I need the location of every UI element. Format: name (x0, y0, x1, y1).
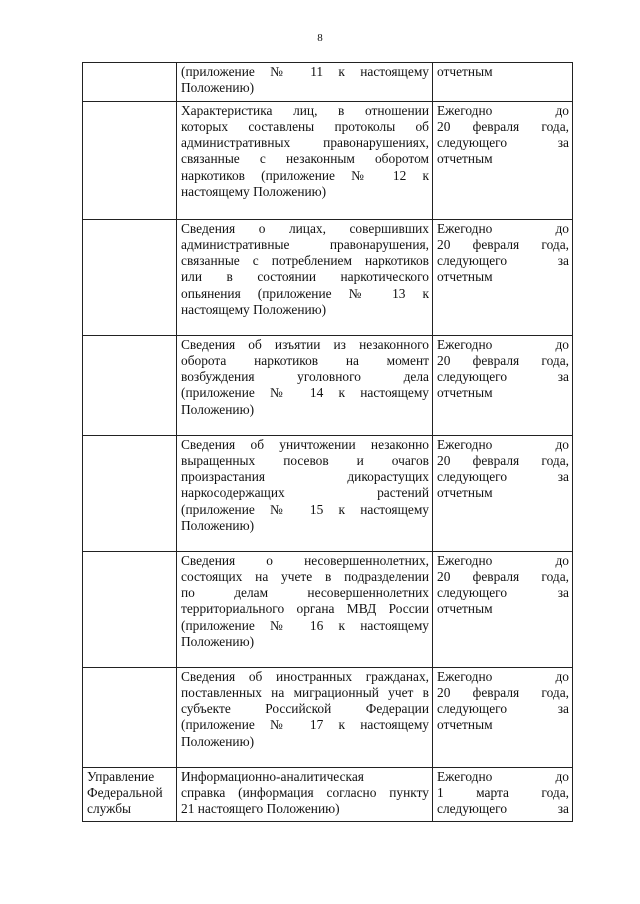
period-line: следующего за (437, 801, 569, 817)
period-line: следующего за (437, 253, 569, 269)
document-cell (177, 101, 433, 219)
document-cell (177, 767, 433, 822)
period-line: отчетным (437, 385, 493, 401)
period-line: следующего за (437, 135, 569, 151)
period-cell (433, 667, 573, 767)
table-row (83, 101, 573, 219)
document-line: справка (информация согласно пункту (181, 784, 429, 800)
document-line: Сведения о лицах, совершивших (181, 220, 429, 236)
document-line: Сведения о несовершеннолетних, (181, 552, 429, 568)
document-line: возбуждения уголовного дела (181, 369, 429, 385)
document-line: произрастания дикорастущих (181, 469, 429, 485)
document-line: (приложение № 16 к настоящему (181, 617, 429, 633)
period-line: следующего за (437, 369, 569, 385)
period-line: отчетным (437, 64, 493, 79)
table-row (83, 767, 573, 822)
table-body (83, 63, 573, 822)
document-cell (177, 335, 433, 435)
document-line: наркотиков (приложение № 12 к (181, 167, 429, 183)
reporting-table (82, 62, 573, 822)
document-line: Положению) (181, 401, 255, 417)
document-line: оборота наркотиков на момент (181, 352, 429, 368)
document-line: территориального органа МВД России (181, 601, 429, 617)
period-line: Ежегодно до (437, 668, 569, 684)
period-cell (433, 219, 573, 335)
document-line: Положению) (181, 80, 255, 96)
document-line: административные правонарушения, (181, 236, 429, 252)
document-line: выращенных посевов и очагов (181, 452, 429, 468)
document-line: Сведения об изъятии из незаконного (181, 336, 429, 352)
period-cell (433, 767, 573, 822)
page-number: 8 (317, 32, 323, 44)
period-line: Ежегодно до (437, 220, 569, 236)
period-cell (433, 435, 573, 551)
period-line: следующего за (437, 701, 569, 717)
period-line: отчетным (437, 269, 493, 285)
period-line: следующего за (437, 585, 569, 601)
document-line: состоящих на учете в подразделении (181, 568, 429, 584)
table-row (83, 435, 573, 551)
document-cell (177, 435, 433, 551)
period-line: отчетным (437, 601, 493, 617)
document-line: Положению) (181, 518, 255, 534)
document-line: которых составлены протоколы об (181, 118, 429, 134)
period-line: 20 февраля года, (437, 236, 569, 252)
period-line: Ежегодно до (437, 552, 569, 568)
document-line: опьянения (приложение № 13 к (181, 285, 429, 301)
document-line: (приложение № 15 к настоящему (181, 501, 429, 517)
document-cell (177, 551, 433, 667)
document-line: (приложение № 14 к настоящему (181, 385, 429, 401)
document-cell (177, 667, 433, 767)
document-line: (приложение № 17 к настоящему (181, 717, 429, 733)
document-line: административных правонарушениях, (181, 135, 429, 151)
document-line: связанные с незаконным оборотом (181, 151, 429, 167)
document-line: Информационно-аналитическая (181, 768, 364, 784)
document-line: Характеристика лиц, в отношении (181, 102, 429, 118)
period-cell (433, 63, 573, 102)
period-line: 1 марта года, (437, 784, 569, 800)
org-line: Федеральной (87, 784, 163, 800)
document-line: (приложение № 11 к настоящему (181, 64, 429, 79)
org-cell (83, 435, 177, 551)
document-line: субъекте Российской Федерации (181, 701, 429, 717)
period-line: отчетным (437, 717, 493, 733)
period-line: 20 февраля года, (437, 352, 569, 368)
table-row (83, 63, 573, 102)
org-cell (83, 767, 177, 822)
document-line: поставленных на миграционный учет в (181, 684, 429, 700)
document-line: Положению) (181, 733, 255, 749)
period-line: Ежегодно до (437, 436, 569, 452)
document-line: или в состоянии наркотического (181, 269, 429, 285)
period-cell (433, 101, 573, 219)
document-cell (177, 63, 433, 102)
period-line: Ежегодно до (437, 768, 569, 784)
org-line: службы (87, 801, 132, 817)
period-line: 20 февраля года, (437, 118, 569, 134)
org-cell (83, 335, 177, 435)
period-line: отчетным (437, 151, 493, 167)
period-line: 20 февраля года, (437, 684, 569, 700)
period-line: Ежегодно до (437, 102, 569, 118)
table-row (83, 667, 573, 767)
document-line: настоящему Положению) (181, 302, 327, 318)
document-line: настоящему Положению) (181, 184, 327, 200)
org-cell (83, 63, 177, 102)
period-cell (433, 335, 573, 435)
document-line: 21 настоящего Положению) (181, 801, 340, 817)
document-line: Сведения об уничтожении незаконно (181, 436, 429, 452)
period-cell (433, 551, 573, 667)
table-row (83, 335, 573, 435)
table-row (83, 551, 573, 667)
period-line: следующего за (437, 469, 569, 485)
org-cell (83, 219, 177, 335)
org-cell (83, 101, 177, 219)
document-cell (177, 219, 433, 335)
document-line: Положению) (181, 634, 255, 650)
document-line: Сведения об иностранных гражданах, (181, 668, 429, 684)
document-line: наркосодержащих растений (181, 485, 429, 501)
period-line: Ежегодно до (437, 336, 569, 352)
document-line: связанные с потреблением наркотиков (181, 253, 429, 269)
org-line: Управление (87, 768, 155, 784)
document-line: по делам несовершеннолетних (181, 585, 429, 601)
period-line: 20 февраля года, (437, 452, 569, 468)
period-line: 20 февраля года, (437, 568, 569, 584)
org-cell (83, 551, 177, 667)
org-cell (83, 667, 177, 767)
table-row (83, 219, 573, 335)
period-line: отчетным (437, 485, 493, 501)
